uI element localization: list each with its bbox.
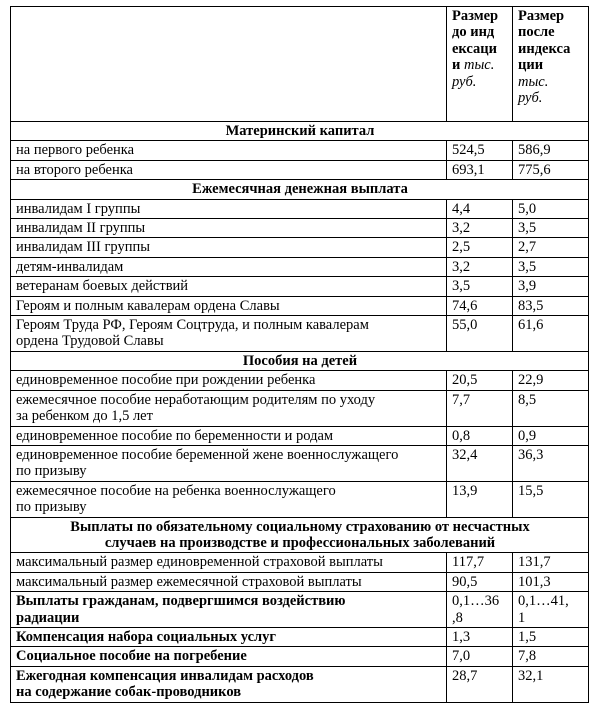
row-label-line: за ребенком до 1,5 лет — [16, 408, 153, 425]
table-row — [11, 141, 589, 160]
table-row — [11, 316, 589, 352]
row-label: максимальный размер ежемесячной страховой выплаты — [11, 572, 447, 591]
row-label-line: по призыву — [16, 499, 87, 516]
header-before-line: ексаци — [452, 40, 498, 57]
value-before: 2,5 — [447, 238, 513, 257]
row-label-line: радиации — [16, 609, 80, 626]
row-label: инвалидам III группы — [11, 238, 447, 257]
row-label: единовременное пособие при рождении ребенка — [11, 371, 447, 390]
value-before: 28,7 — [447, 666, 513, 702]
value-before: 3,5 — [447, 277, 513, 296]
row-label-line: Героям Труда РФ, Героям Соцтруда, и полным кавалерам — [16, 317, 369, 334]
table-row — [11, 627, 589, 646]
row-label-line: ежемесячное пособие неработающим родителям по уходу — [16, 391, 376, 408]
value-before — [447, 592, 513, 628]
row-label-line: на содержание собак-проводников — [16, 684, 242, 701]
row-label — [11, 481, 447, 517]
row-label — [11, 592, 447, 628]
value-line: 1 — [518, 609, 526, 626]
table-row — [11, 572, 589, 591]
section-title-insurance — [11, 517, 589, 553]
value-after: 36,3 — [513, 445, 589, 481]
table-row — [11, 257, 589, 276]
row-label-line: Выплаты гражданам, подвергшимся воздействию — [16, 593, 346, 610]
value-after: 0,9 — [513, 426, 589, 445]
value-before: 55,0 — [447, 316, 513, 352]
row-label — [11, 316, 447, 352]
row-label-line: по призыву — [16, 463, 87, 480]
row-label: единовременное пособие по беременности и родам — [11, 426, 447, 445]
value-before: 20,5 — [447, 371, 513, 390]
header-before-line: Размер — [452, 8, 499, 24]
indexation-table — [10, 6, 589, 703]
header-after-indexation — [513, 7, 589, 122]
value-after: 3,5 — [513, 257, 589, 276]
value-before: 32,4 — [447, 445, 513, 481]
value-after: 83,5 — [513, 296, 589, 315]
header-before-unit: руб. — [452, 73, 477, 90]
section-title-monthly: Ежемесячная денежная выплата — [11, 180, 589, 199]
header-before-indexation — [447, 7, 513, 122]
section-row — [11, 180, 589, 199]
row-label: Компенсация набора социальных услуг — [11, 627, 447, 646]
value-before: 7,7 — [447, 390, 513, 426]
value-after: 61,6 — [513, 316, 589, 352]
table-row — [11, 481, 589, 517]
row-label-line: единовременное пособие беременной жене военнослужащего — [16, 446, 399, 463]
row-label-line: Ежегодная компенсация инвалидам расходов — [16, 667, 314, 684]
value-before: 0,8 — [447, 426, 513, 445]
table-row — [11, 277, 589, 296]
value-line: 0,1…36 — [452, 593, 500, 610]
header-before-unit: тыс. — [463, 57, 495, 74]
header-before-line: и — [452, 57, 461, 74]
value-line: 0,1…41, — [518, 593, 569, 610]
table-row — [11, 296, 589, 315]
value-before: 117,7 — [447, 553, 513, 572]
value-after: 775,6 — [513, 160, 589, 179]
value-after: 2,7 — [513, 238, 589, 257]
table-row — [11, 160, 589, 179]
value-after: 3,5 — [513, 219, 589, 238]
table-row — [11, 390, 589, 426]
header-after-line: Размер — [518, 8, 565, 24]
value-after: 22,9 — [513, 371, 589, 390]
header-empty-cell — [11, 7, 447, 122]
section-row — [11, 351, 589, 370]
header-after-line: после — [518, 24, 555, 41]
table-row — [11, 426, 589, 445]
table-row — [11, 666, 589, 702]
value-before: 693,1 — [447, 160, 513, 179]
value-after: 131,7 — [513, 553, 589, 572]
value-after: 7,8 — [513, 647, 589, 666]
row-label: на второго ребенка — [11, 160, 447, 179]
row-label: Социальное пособие на погребение — [11, 647, 447, 666]
section-title-maternity: Материнский капитал — [11, 122, 589, 141]
row-label — [11, 390, 447, 426]
row-label — [11, 445, 447, 481]
value-after: 32,1 — [513, 666, 589, 702]
value-before: 13,9 — [447, 481, 513, 517]
header-after-unit: тыс. — [518, 73, 549, 90]
value-before: 524,5 — [447, 141, 513, 160]
value-after — [513, 592, 589, 628]
row-label: детям-инвалидам — [11, 257, 447, 276]
row-label: инвалидам II группы — [11, 219, 447, 238]
table-row — [11, 199, 589, 218]
row-label: максимальный размер единовременной страховой выплаты — [11, 553, 447, 572]
row-label: Героям и полным кавалерам ордена Славы — [11, 296, 447, 315]
section-row — [11, 122, 589, 141]
header-after-unit: руб. — [518, 90, 543, 107]
value-line: ,8 — [452, 609, 463, 626]
value-after: 586,9 — [513, 141, 589, 160]
table-row — [11, 445, 589, 481]
row-label: на первого ребенка — [11, 141, 447, 160]
row-label: инвалидам I группы — [11, 199, 447, 218]
section-row — [11, 517, 589, 553]
section-title-line: случаев на производстве и профессиональных заболеваний — [104, 534, 496, 551]
table-row — [11, 592, 589, 628]
value-after: 1,5 — [513, 627, 589, 646]
value-before: 90,5 — [447, 572, 513, 591]
value-before: 74,6 — [447, 296, 513, 315]
row-label-line: ежемесячное пособие на ребенка военнослужащего — [16, 482, 336, 499]
value-after: 3,9 — [513, 277, 589, 296]
header-after-line: ции — [518, 57, 544, 74]
row-label — [11, 666, 447, 702]
header-before-line: до инд — [452, 24, 495, 41]
value-before: 7,0 — [447, 647, 513, 666]
table-row — [11, 371, 589, 390]
value-after: 15,5 — [513, 481, 589, 517]
row-label-line: ордена Трудовой Славы — [16, 333, 164, 350]
table-row — [11, 219, 589, 238]
section-title-line: Выплаты по обязательному социальному страхованию от несчастных — [70, 518, 530, 535]
section-title-children: Пособия на детей — [11, 351, 589, 370]
table-row — [11, 553, 589, 572]
value-after: 101,3 — [513, 572, 589, 591]
value-before: 1,3 — [447, 627, 513, 646]
value-before: 4,4 — [447, 199, 513, 218]
value-before: 3,2 — [447, 257, 513, 276]
value-after: 8,5 — [513, 390, 589, 426]
row-label: ветеранам боевых действий — [11, 277, 447, 296]
table-row — [11, 238, 589, 257]
header-row — [11, 7, 589, 122]
header-after-line: индекса — [518, 40, 571, 57]
value-before: 3,2 — [447, 219, 513, 238]
value-after: 5,0 — [513, 199, 589, 218]
table-row — [11, 647, 589, 666]
